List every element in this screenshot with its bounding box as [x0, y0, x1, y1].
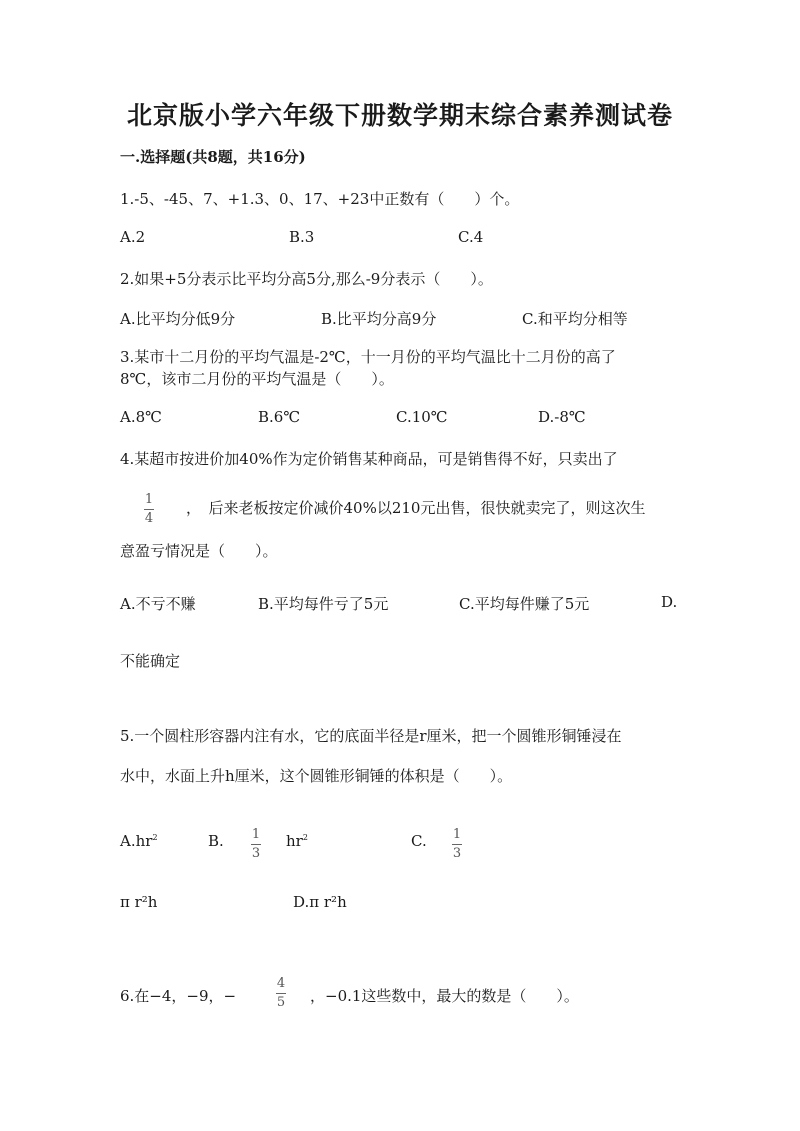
section-heading: 一.选择题(共8题，共16分) [120, 148, 306, 166]
question-6-fraction [276, 977, 286, 1009]
page-title: 北京版小学六年级下册数学期末综合素养测试卷 [126, 101, 673, 130]
question-4-stem-line-3: 意盈亏情况是（ ）。 [120, 542, 278, 560]
question-3-option-a: A.8℃ [120, 408, 162, 426]
question-3-option-b: B.6℃ [258, 408, 301, 426]
fraction-numerator: 4 [276, 976, 286, 991]
question-5-option-c-continued: π r²h [120, 893, 158, 911]
question-5-stem-line-1: 5.一个圆柱形容器内注有水，它的底面半径是r厘米，把一个圆锥形铜锤浸在 [120, 727, 622, 745]
question-4-option-a: A.不亏不赚 [120, 595, 196, 613]
question-1-option-c: C.4 [458, 228, 484, 246]
question-5-option-c-fraction [452, 828, 462, 860]
question-5-stem-line-2: 水中，水面上升h厘米，这个圆锥形铜锤的体积是（ ）。 [120, 767, 513, 785]
question-2-option-c: C.和平均分相等 [522, 310, 628, 328]
question-1-stem: 1.-5、-45、7、+1.3、0、17、+23中正数有（ ）个。 [120, 190, 520, 208]
question-3-stem-line-2: 8℃，该市二月份的平均气温是（ ）。 [120, 370, 394, 388]
fraction-denominator: 3 [452, 846, 462, 861]
fraction-denominator: 3 [251, 846, 261, 861]
question-4-option-d-label: D. [661, 593, 678, 611]
question-5-option-a [120, 832, 158, 850]
question-5-option-c-label: C. [411, 832, 427, 850]
fraction-bar [144, 509, 154, 510]
question-5-option-b-text [286, 832, 308, 850]
question-4-stem-line-1: 4.某超市按进价加40%作为定价销售某种商品，可是销售得不好，只卖出了 [120, 450, 618, 468]
fraction-bar [251, 844, 261, 845]
fraction-numerator: 1 [251, 827, 261, 842]
fraction-denominator: 4 [144, 511, 154, 526]
question-2-option-a: A.比平均分低9分 [120, 310, 236, 328]
fraction-bar [276, 993, 286, 994]
question-4-option-c: C.平均每件赚了5元 [459, 595, 590, 613]
question-6-stem-part-1: 6.在−4，−9，− [120, 987, 237, 1005]
question-5-option-b-fraction [251, 828, 261, 860]
question-4-option-d-text: 不能确定 [120, 652, 181, 670]
question-4-stem-line-2: ， 后来老板按定价减价40%以210元出售，很快就卖完了，则这次生 [186, 499, 646, 517]
fraction-numerator: 1 [144, 492, 154, 507]
option-a-text: A.hr [120, 832, 153, 850]
question-2-option-b: B.比平均分高9分 [321, 310, 437, 328]
question-6-stem-part-2: ，−0.1这些数中，最大的数是（ ）。 [310, 987, 579, 1005]
question-5-option-b-label: B. [208, 832, 224, 850]
question-3-stem-line-1: 3.某市十二月份的平均气温是-2℃，十一月份的平均气温比十二月份的高了 [120, 348, 616, 366]
question-5-option-d: D.π r²h [293, 893, 347, 911]
question-1-option-a: A.2 [120, 228, 146, 246]
question-3-option-c: C.10℃ [396, 408, 448, 426]
question-1-option-b: B.3 [289, 228, 315, 246]
option-b-exponent: 2 [302, 833, 308, 842]
question-2-stem: 2.如果+5分表示比平均分高5分,那么-9分表示（ ）。 [120, 270, 493, 288]
option-b-text: hr [286, 832, 303, 850]
question-4-option-b: B.平均每件亏了5元 [258, 595, 389, 613]
fraction-bar [452, 844, 462, 845]
fraction-numerator: 1 [452, 827, 462, 842]
option-a-exponent: 2 [152, 833, 158, 842]
question-3-option-d: D.-8℃ [538, 408, 586, 426]
question-4-fraction [144, 493, 154, 525]
fraction-denominator: 5 [276, 995, 286, 1010]
